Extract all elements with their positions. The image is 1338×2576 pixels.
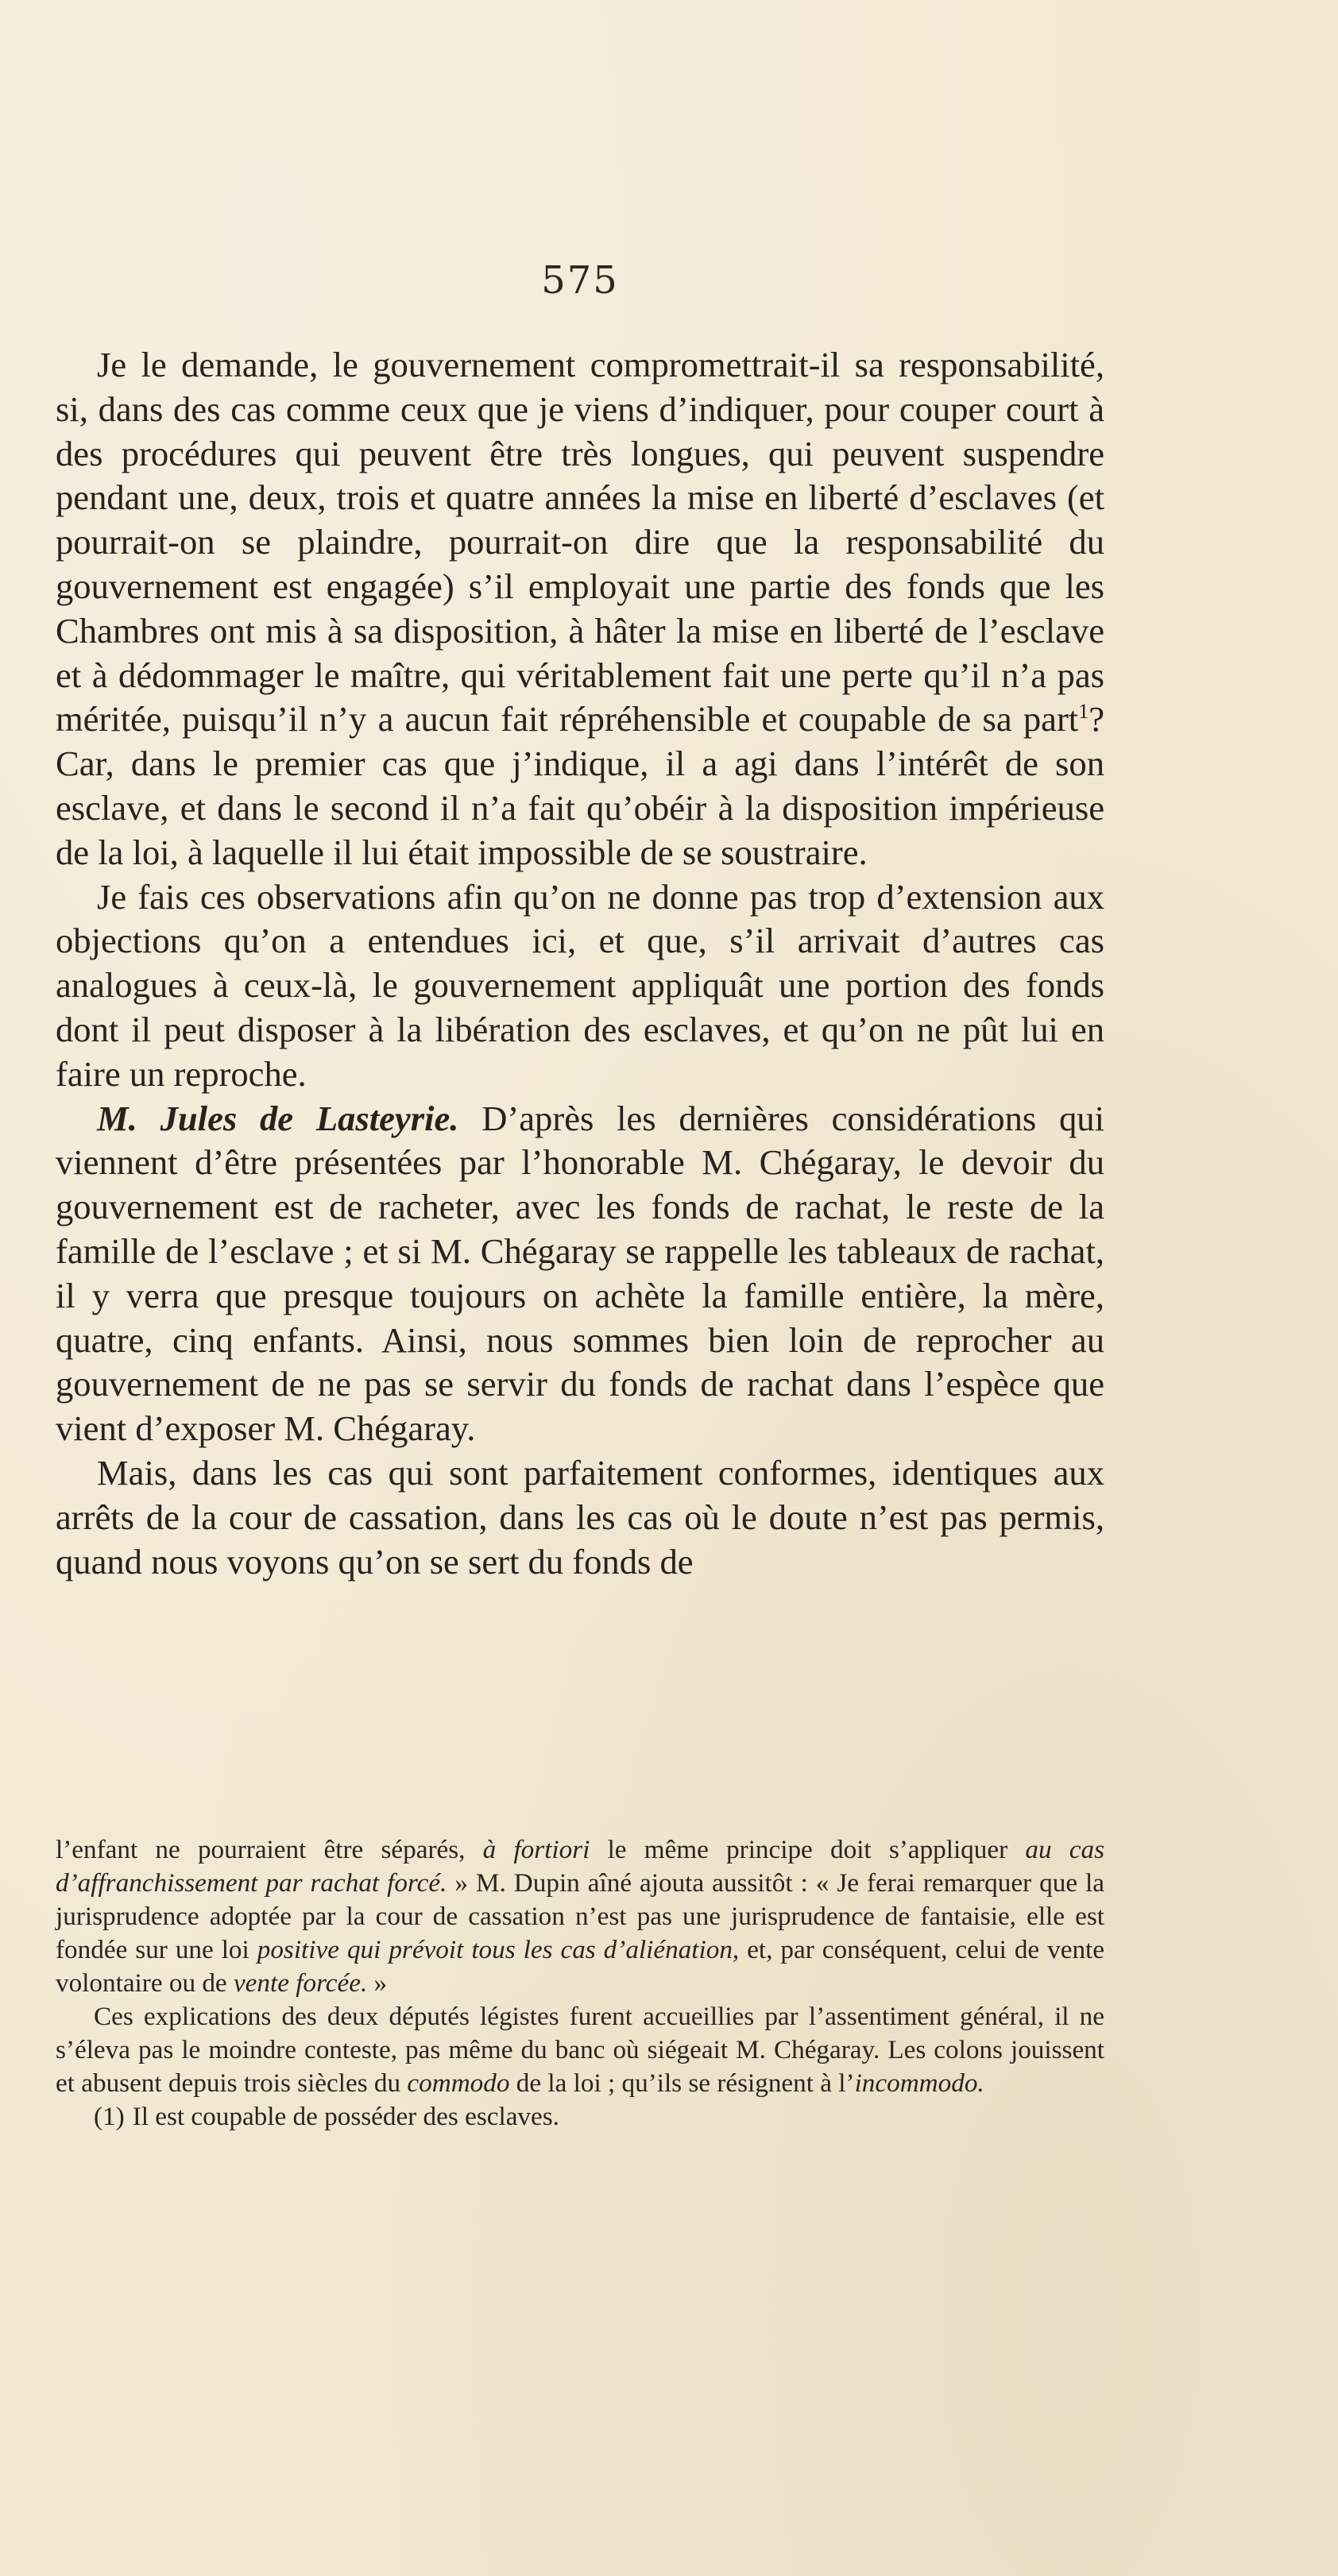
footnote-italic: au cas d’affranchissement par rachat forcé. — [56, 1835, 1104, 1898]
footnote-italic: commodo — [407, 2068, 510, 2098]
footnote-text: Il est coupable de posséder des esclaves. — [132, 2102, 559, 2131]
main-text — [56, 343, 1104, 1584]
footnote-text: l’enfant ne pourraient être séparés, — [56, 1835, 483, 1864]
footnote-reference: 1 — [1078, 700, 1089, 724]
paragraph — [56, 1097, 1104, 1451]
paragraph — [56, 343, 1104, 875]
footnote-text: et, par conséquent, celui de vente volontaire ou de — [56, 1935, 1105, 1998]
footnote-label: (1) — [94, 2102, 125, 2131]
page-number: 575 — [541, 258, 619, 303]
footnote-italic: vente forcée. — [233, 1968, 368, 1998]
footnote-italic: à fortiori — [482, 1835, 590, 1864]
paragraph: Je fais ces observations afin qu’on ne donne pas trop d’extension aux objections qu’on a entendues ici, et que, s’il arrivait d’autres cas analogues à ceux-là, le gouvernement appliquât une portion des fonds dont il peut disposer à la libération des esclaves, et qu’on ne pût lui en faire un reproche. — [56, 876, 1104, 1094]
footnote-text: » M. Dupin aîné ajouta aussitôt : « Je ferai remarquer que la jurisprudence adoptée par la cour de cassation n’est pas une jurisprudence de fantaisie, elle est fondée sur une loi — [56, 1868, 1104, 1964]
footnote-continuation — [56, 1833, 1104, 2000]
footnote-text: de la loi ; qu’ils se résignent à l’ — [509, 2068, 855, 2098]
footnote-italic: incommodo. — [854, 2068, 984, 2098]
paragraph-text: ? Car, dans le premier cas que j’indique, il a agi dans l’intérêt de son esclave, et dans le second il n’a fait qu’obéir à la disposition impérieuse de la loi, à laquelle il lui était impossible de se soustraire. — [56, 699, 1104, 872]
footnotes — [56, 1833, 1104, 2134]
footnote-text: » — [367, 1968, 388, 1998]
footnote-text: le même principe doit s’appliquer — [590, 1835, 1026, 1864]
footnote-text: Ces explications des deux députés légistes furent accueillies par l’assentiment général, il ne s’éleva pas le moindre conteste, pas même du banc où siégeait M. Chégaray. Les colons jouissent et abusent depuis trois siècles du — [56, 2002, 1104, 2098]
footnote-1 — [56, 2100, 1104, 2134]
paragraph-text: D’après les dernières considérations qui viennent d’être présentées par l’honorable M. Chégaray, le devoir du gouvernement est de racheter, avec les fonds de rachat, le reste de la famille de l’esclave ; et si M. Chégaray se rappelle les tableaux de rachat, il y verra que presque toujours on achète la famille entière, la mère, quatre, cinq enfants. Ainsi, nous sommes bien loin de reprocher au gouvernement de ne pas se servir du fonds de rachat dans l’espèce que vient d’exposer M. Chégaray. — [56, 1098, 1104, 1449]
footnote-paragraph — [56, 2000, 1104, 2100]
book-page — [56, 0, 1104, 2576]
footnote-italic: positive qui prévoit tous les cas d’aliénation, — [257, 1935, 740, 1964]
paragraph-text: Je le demande, le gouvernement compromettrait-il sa responsabilité, si, dans des cas comme ceux que je viens d’indiquer, pour couper court à des procédures qui peuvent être très longues, qui peuvent suspendre pendant une, deux, trois et quatre années la mise en liberté d’esclaves (et pourrait-on se plaindre, pourrait-on dire que la responsabilité du gouvernement est engagée) s’il employait une partie des fonds que les Chambres ont mis à sa disposition, à hâter la mise en liberté de l’esclave et à dédommager le maître, qui véritablement fait une perte qu’il n’a pas méritée, puisqu’il n’y a aucun fait répréhensible et coupable de sa part — [56, 345, 1104, 740]
paragraph: Mais, dans les cas qui sont parfaitement conformes, identiques aux arrêts de la cour de cassation, dans les cas où le doute n’est pas permis, quand nous voyons qu’on se sert du fonds de — [56, 1452, 1104, 1582]
speaker-name: M. Jules de Lasteyrie. — [97, 1098, 459, 1138]
